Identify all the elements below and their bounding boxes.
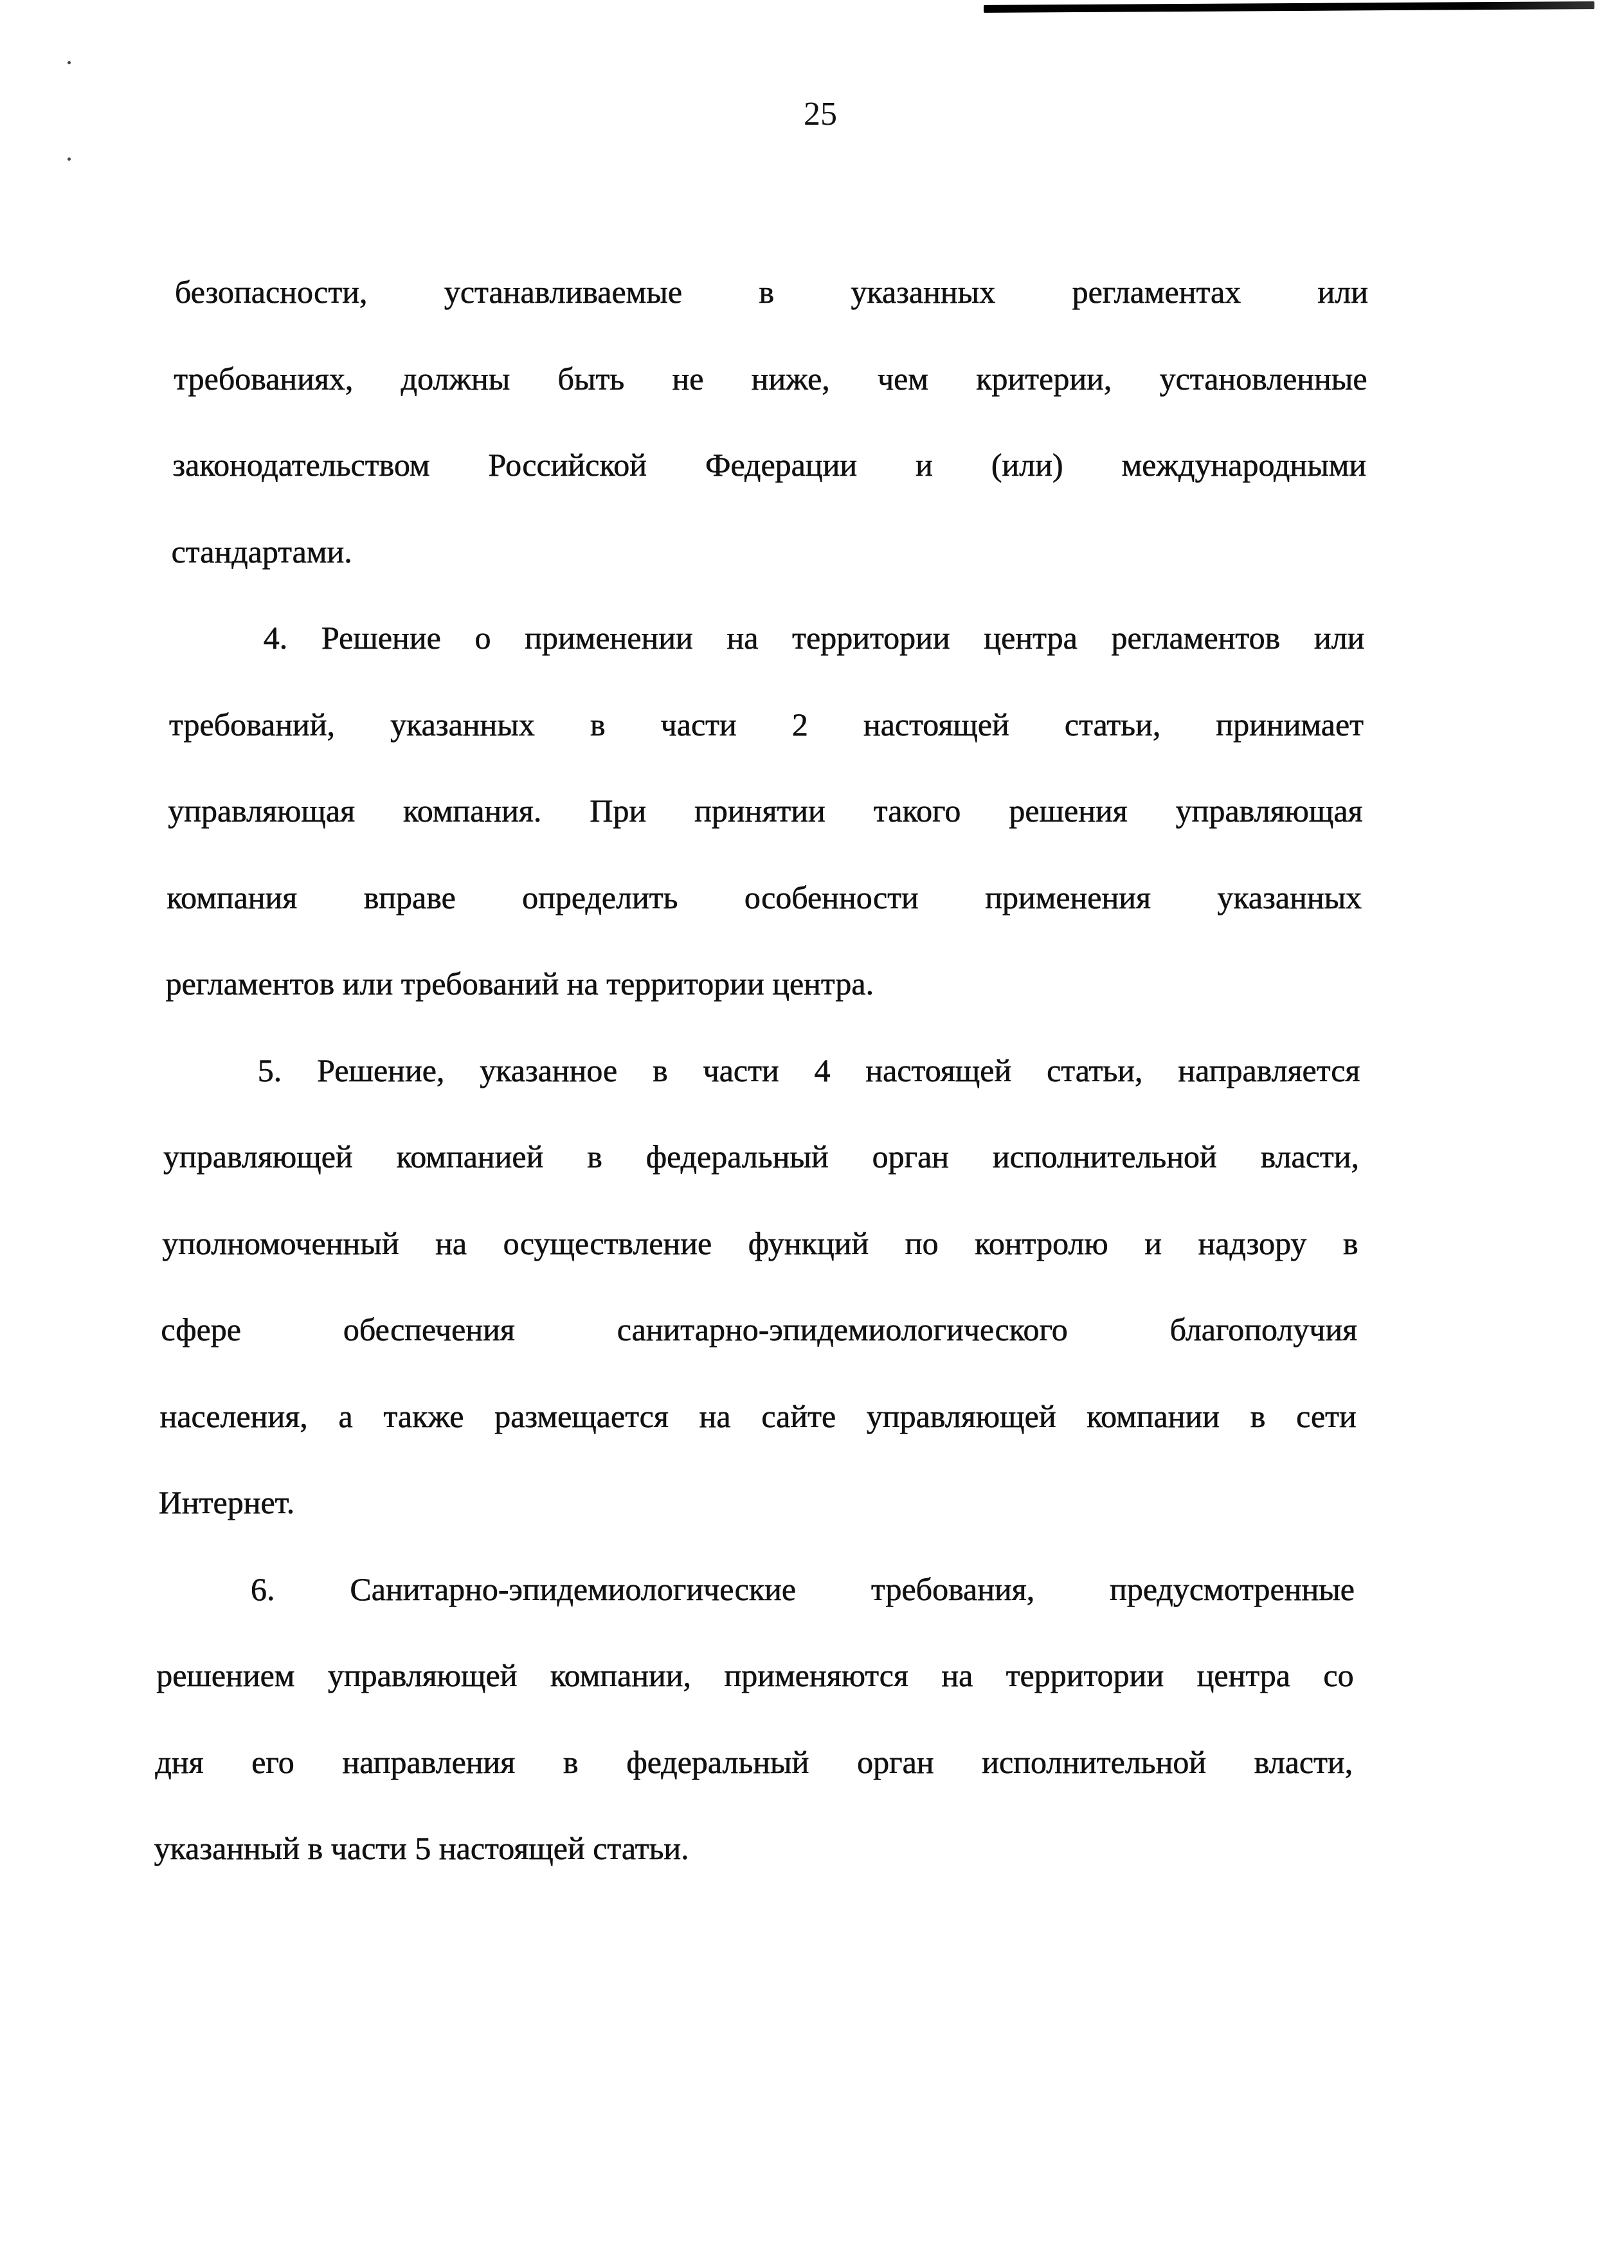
text-line: стандартами. — [171, 533, 352, 570]
text-line: требований, указанных в части 2 настоящей статьи, принимает — [169, 706, 1364, 742]
text-line: 4. Решение о применении на территории центра регламентов или — [263, 620, 1365, 656]
scan-edge-line — [984, 1, 1594, 13]
text-line: решением управляющей компании, применяются на территории центра со — [156, 1657, 1354, 1693]
text-line: требованиях, должны быть не ниже, чем критерии, установленные — [174, 360, 1367, 397]
text-line: 5. Решение, указанное в части 4 настоящей статьи, направляется — [257, 1052, 1360, 1088]
text-line: 6. Санитарно-эпидемиологические требования, предусмотренные — [251, 1571, 1355, 1607]
text-line: управляющая компания. При принятии такого решения управляющая — [168, 793, 1363, 829]
scan-speck — [68, 61, 71, 64]
text-line: регламентов или требований на территории центра. — [165, 966, 874, 1002]
text-line: уполномоченный на осуществление функций по контролю и надзору в — [162, 1225, 1358, 1261]
text-line: дня его направления в федеральный орган исполнительной власти, — [155, 1743, 1353, 1780]
scan-speck — [68, 158, 71, 161]
text-line: безопасности, устанавливаемые в указанных регламентах или — [175, 274, 1368, 310]
text-line: законодательством Российской Федерации и (или) международными — [172, 447, 1367, 483]
text-line: управляющей компанией в федеральный орган исполнительной власти, — [163, 1138, 1359, 1174]
text-line: населения, а также размещается на сайте управляющей компании в сети — [159, 1398, 1357, 1434]
text-line: Интернет. — [158, 1484, 295, 1520]
text-line: сфере обеспечения санитарно-эпидемиологического благополучия — [161, 1311, 1358, 1347]
text-line: компания вправе определить особенности применения указанных — [167, 879, 1362, 915]
text-line: указанный в части 5 настоящей статьи. — [154, 1830, 689, 1866]
page-number: 25 — [804, 96, 837, 132]
